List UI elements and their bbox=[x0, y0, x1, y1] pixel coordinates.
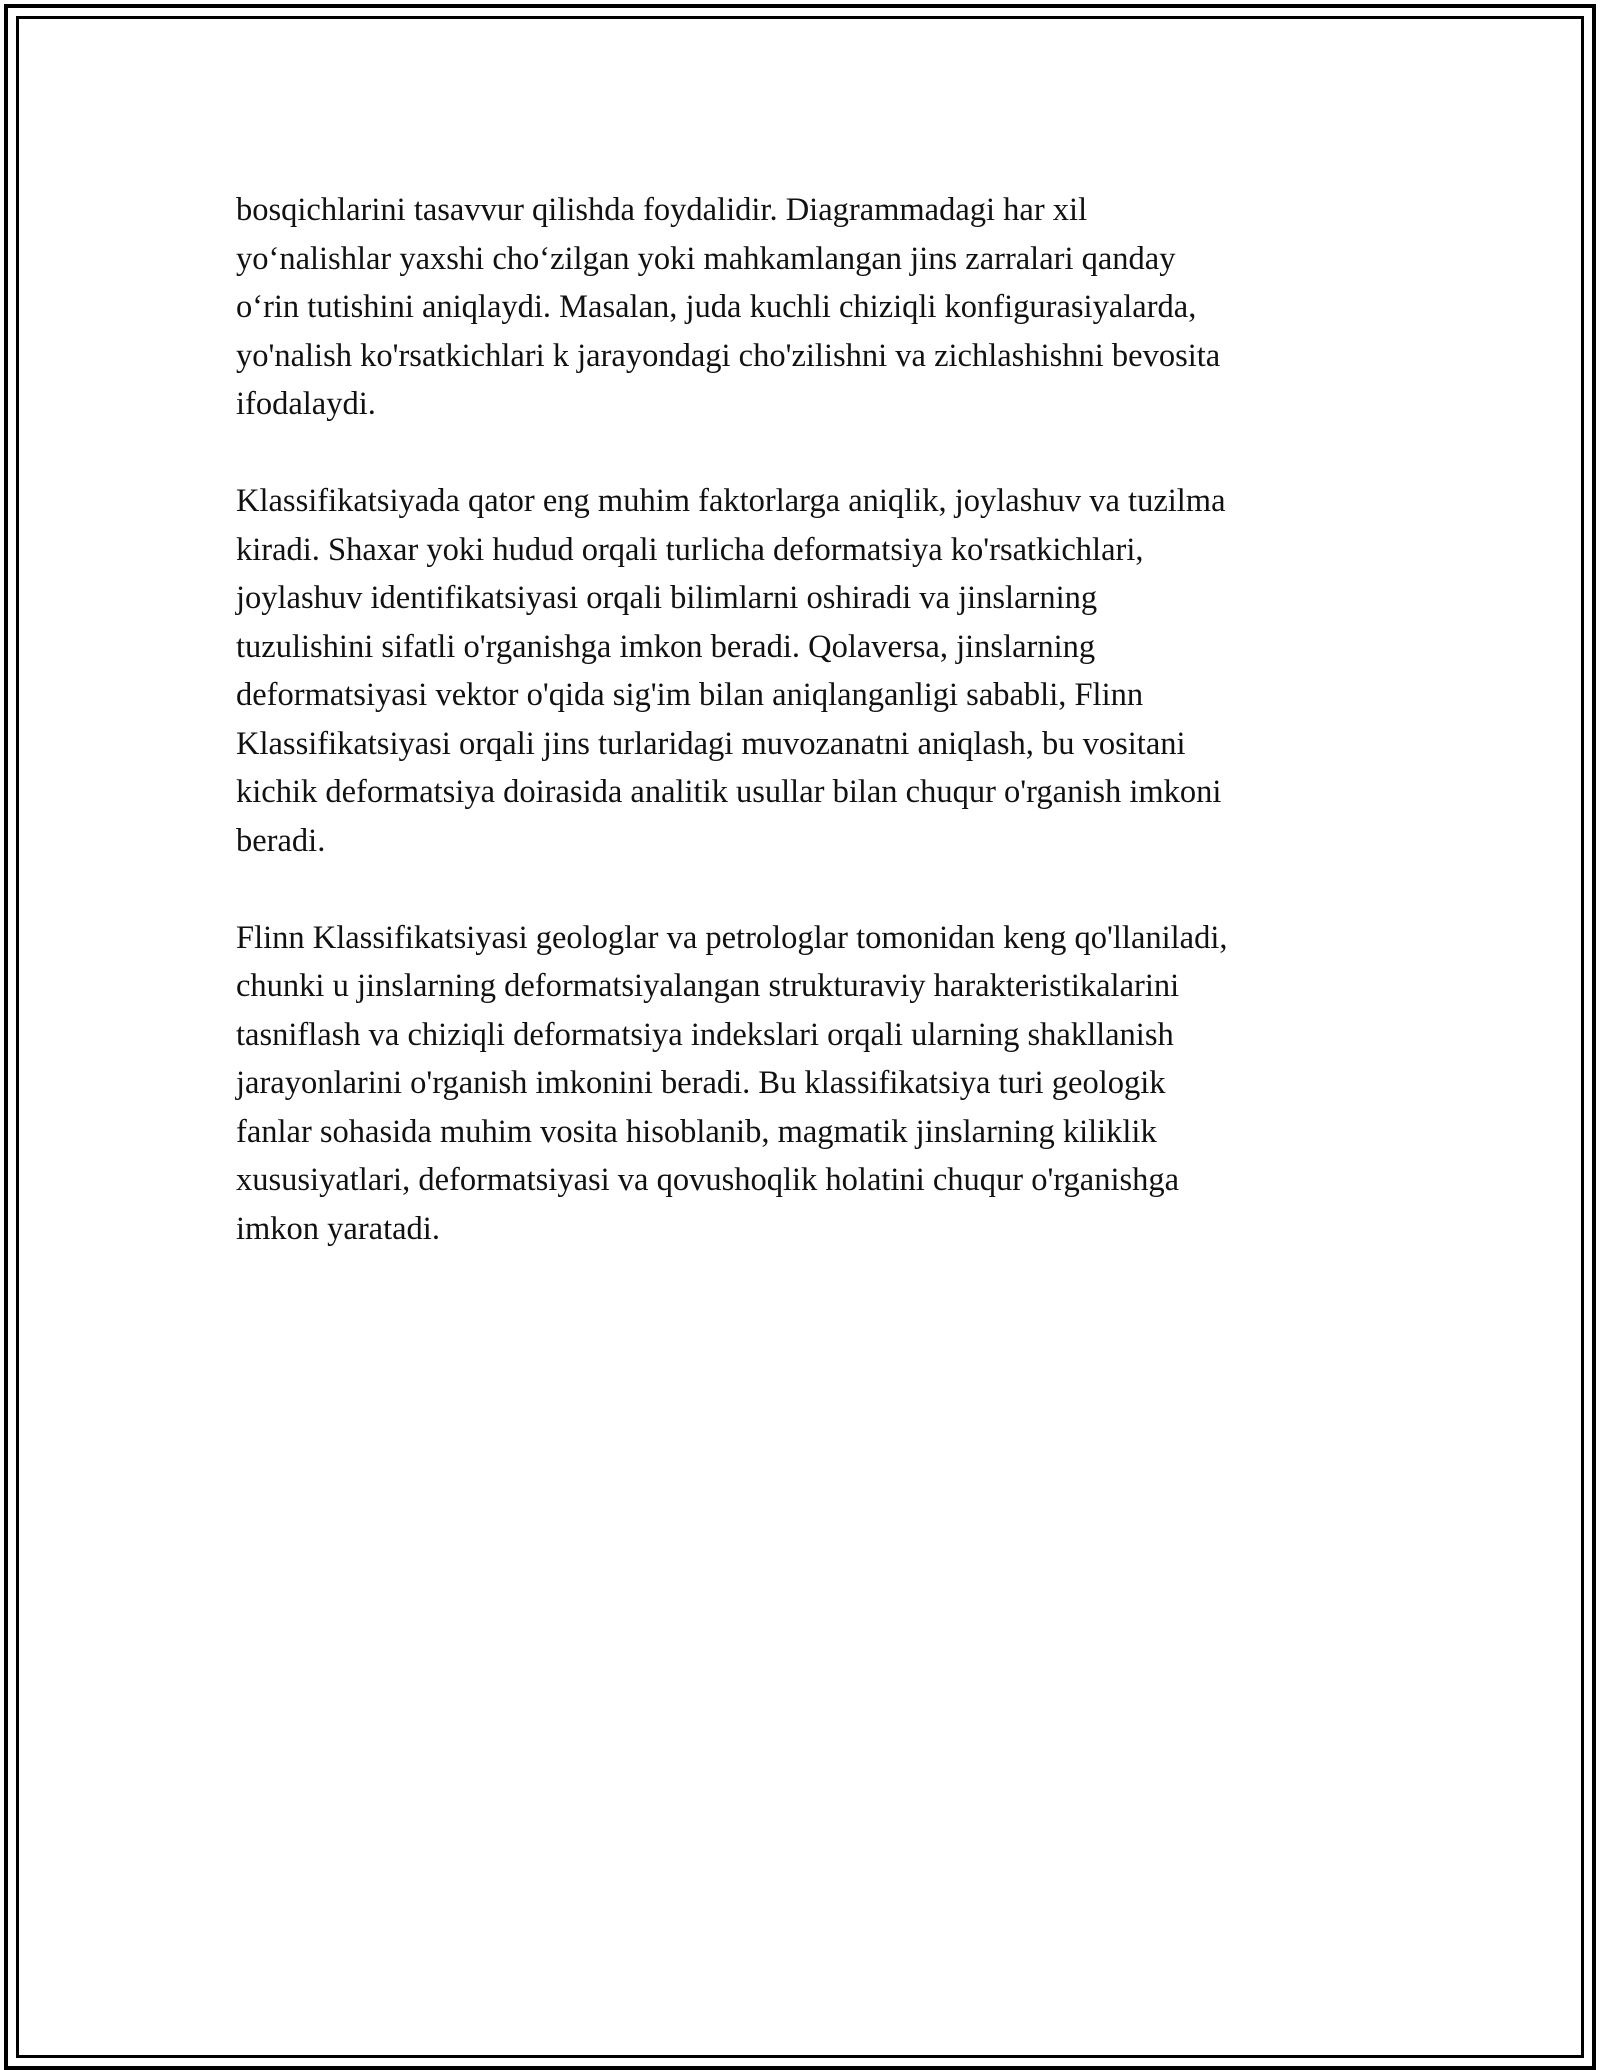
text-line: o‘rin tutishini aniqlaydi. Masalan, juda kuchli chiziqli konfigurasiyalarda, bbox=[236, 289, 1197, 325]
text-line: kiradi. Shaxar yoki hudud orqali turlicha deformatsiya ko'rsatkichlari, bbox=[236, 531, 1144, 568]
text-line: ifodalaydi. bbox=[236, 386, 376, 422]
text-line: imkon yaratadi. bbox=[236, 1210, 440, 1247]
text-line: fanlar sohasida muhim vosita hisoblanib, magmatik jinslarning kiliklik bbox=[236, 1113, 1157, 1150]
text-line: Flinn Klassifikatsiyasi geologlar va petrologlar tomonidan keng qo'llaniladi, bbox=[236, 919, 1228, 956]
text-line: tasniflash va chiziqli deformatsiya indekslari orqali ularning shakllanish bbox=[236, 1016, 1174, 1053]
text-line: yo'nalish ko'rsatkichlari k jarayondagi cho'zilishni va zichlashishni bevosita bbox=[236, 337, 1221, 374]
text-line: deformatsiyasi vektor o'qida sig'im bilan aniqlanganligi sababli, Flinn bbox=[236, 677, 1144, 713]
paragraph-3 bbox=[236, 914, 1366, 1254]
text-line: Klassifikatsiyada qator eng muhim faktorlarga aniqlik, joylashuv va tuzilma bbox=[236, 483, 1226, 519]
text-line: Klassifikatsiyasi orqali jins turlaridagi muvozanatni aniqlash, bu vositani bbox=[236, 725, 1186, 762]
text-line: jarayonlarini o'rganish imkonini beradi. Bu klassifikatsiya turi geologik bbox=[236, 1065, 1166, 1101]
paragraph-2 bbox=[236, 477, 1366, 865]
text-line: bosqichlarini tasavvur qilishda foydalidir. Diagrammadagi har xil bbox=[236, 192, 1088, 228]
text-line: chunki u jinslarning deformatsiyalangan strukturaviy harakteristikalarini bbox=[236, 968, 1180, 1004]
text-line: xususiyatlari, deformatsiyasi va qovushoqlik holatini chuqur o'rganishga bbox=[236, 1162, 1180, 1198]
text-line: yo‘nalishlar yaxshi cho‘zilgan yoki mahkamlangan jins zarralari qanday bbox=[236, 240, 1176, 277]
text-line: beradi. bbox=[236, 822, 326, 859]
text-line: joylashuv identifikatsiyasi orqali bilimlarni oshiradi va jinslarning bbox=[236, 580, 1098, 616]
text-line: kichik deformatsiya doirasida analitik usullar bilan chuqur o'rganish imkoni bbox=[236, 774, 1222, 810]
paragraph-1 bbox=[236, 186, 1366, 429]
text-line: tuzulishini sifatli o'rganishga imkon beradi. Qolaversa, jinslarning bbox=[236, 628, 1096, 665]
document-body bbox=[236, 186, 1366, 1302]
